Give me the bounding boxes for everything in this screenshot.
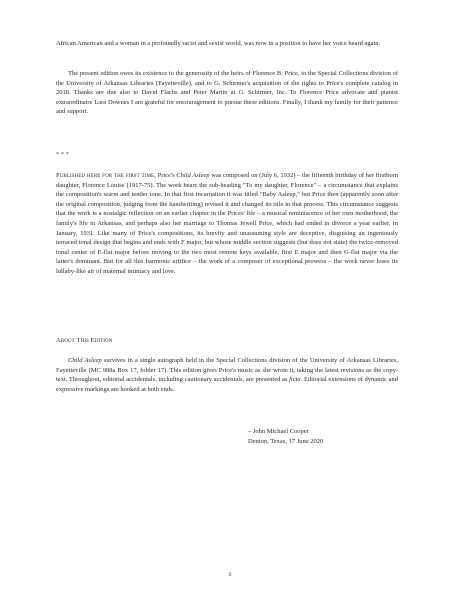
section-separator: * * *: [56, 151, 69, 158]
signature-place-date: Denton, Texas, 17 June 2020: [248, 437, 324, 445]
text-run: was composed on (July 6, 1932) – the fifteenth birthday of her firstborn daughter, Florence Louise (1917-75). The work bears the sub-heading "To my daughter, Florence" – a circumstance that explains the composition's warm and tender tone. In that first incarnation it was titled "Baby Asleep," but Price then (apparently soon after the original composition, judging from the handwriting) revised it and changed its title in that process. This circumstance suggests that the work is a nostalgic reflection on an earlier chapter in the Prices' life – a musical reminiscence of her own motherhood, the family's life in Arkansas, and perhaps also her marriage to Thomas Jewell Price, which had ended in divorce a year earlier, in January, 1931. Like many of Price's compositions, its brevity and unassuming style are deceptive, disguising an ingeniously terraced tonal design that begins and ends with F major, but whose middle section suggests (but does not state) the twice-removed tonal center of E-flat major before moving to the two most remote keys available, first E major and then G-flat major via the latter's dominant. But for all this harmonic artifice – the work of a composer of exceptional prowess – the work never loses its lullaby-like air of maternal intimacy and love.: [56, 172, 398, 275]
text-run: . Editorial extensions of dynamic and expressive markings are hooked at both ends.: [56, 376, 398, 393]
paragraph-text: The present edition owes its existence to the generosity of the heirs of Florence B. Price, to the Special Collections division of the University of Arkansas Libraries (Fayetteville), and to G. Schirmer's acquisition of the rights to Price's complete catalog in 2018. Thanks are due also to David Flachs and Peter Martin at G. Schirmer, Inc. To Florence Price advocate and pianist extraordinaire Lara Downes I am grateful for encouragement to pursue these editions. Finally, I thank my family for their patience and support.: [56, 70, 398, 116]
heading-text: About This Edition: [56, 337, 113, 344]
work-title: Child Asleep: [68, 357, 102, 364]
paragraph-text: [56, 171, 398, 277]
signature-name: – John Michael Cooper: [248, 428, 309, 435]
page-number: ii: [228, 572, 232, 578]
paragraph-continuation: [56, 39, 398, 49]
ficta-term: ficta: [289, 376, 301, 384]
work-title: Child Asleep: [176, 172, 210, 179]
paragraph-text: [56, 356, 398, 394]
section-heading: [56, 336, 398, 346]
paragraph-acknowledgements: [56, 69, 398, 117]
text-run: survives in a single autograph held in the Special Collections division of the University of Arkansas Libraries, Fayetteville (MC 988a Box 17, folder 17). This edition gives Price's music as she wrote it, taking the latest revisions as the copy-text. Throughout, editorial accidentals, including cautionary accidentals, are presented as: [56, 357, 399, 384]
text-run: Price's: [155, 172, 177, 179]
signature-block: [248, 427, 398, 446]
paragraph-child-asleep: [56, 171, 398, 277]
paragraph-edition: [56, 356, 398, 394]
lead-in-small-caps: Published here for the first time,: [56, 172, 156, 179]
paragraph-text: African American and a woman in a profoundly racist and sexist world, was now in a position to have her voice heard again.: [56, 40, 381, 47]
